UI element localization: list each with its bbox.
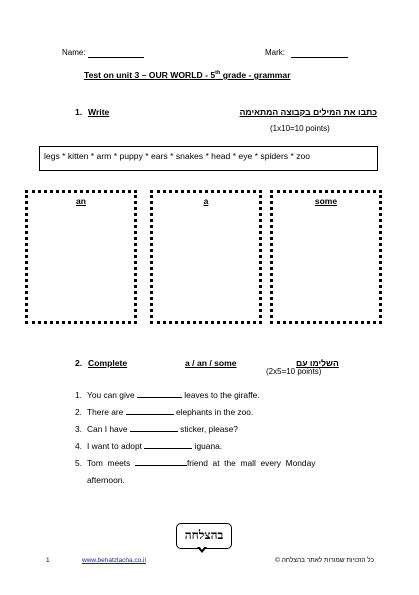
- box-a[interactable]: [150, 190, 262, 324]
- behatzlacha-logo: בהצלחה: [176, 523, 232, 549]
- exercise-item-5-continuation: afternoon.: [87, 475, 125, 485]
- box-an[interactable]: [25, 190, 137, 324]
- name-blank[interactable]: [88, 57, 144, 58]
- section2-options: a / an / some: [185, 358, 237, 368]
- answer-blank-1[interactable]: [137, 397, 182, 398]
- page-number: 1: [46, 557, 50, 564]
- box-an-label: an: [76, 196, 86, 206]
- box-some[interactable]: [270, 190, 382, 324]
- answer-blank-4[interactable]: [144, 448, 192, 449]
- section1-title: Write: [88, 107, 110, 117]
- box-some-label: some: [314, 196, 338, 206]
- section1-points: (1x10=10 points): [270, 124, 330, 133]
- section2-hebrew-instruction: השלימו עם: [296, 358, 339, 368]
- section1-number: 1.: [75, 107, 83, 117]
- box-a-label: a: [203, 196, 209, 206]
- copyright-notice: כל הזכויות שמורות לאתר בהצלחה ©: [275, 557, 374, 564]
- website-link[interactable]: www.behatzlacha.co.il: [82, 557, 146, 564]
- section2-title: Complete: [88, 358, 128, 368]
- mark-blank[interactable]: [291, 57, 348, 58]
- answer-blank-5[interactable]: [135, 465, 187, 466]
- mark-label: Mark:: [265, 48, 285, 57]
- answer-blank-3[interactable]: [130, 431, 178, 432]
- answer-blank-2[interactable]: [126, 414, 174, 415]
- section1-hebrew-instruction: כתבו את המילים בקבוצה המתאימה: [239, 107, 377, 117]
- section2-number: 2.: [75, 358, 83, 368]
- name-label: Name:: [62, 48, 86, 57]
- word-bank: legs * kitten * arm * puppy * ears * snakes * head * eye * spiders * zoo: [39, 146, 378, 171]
- page-title: Test on unit 3 – OUR WORLD - 5th grade - grammar: [84, 70, 291, 80]
- section2-points: (2x5=10 points): [266, 367, 322, 376]
